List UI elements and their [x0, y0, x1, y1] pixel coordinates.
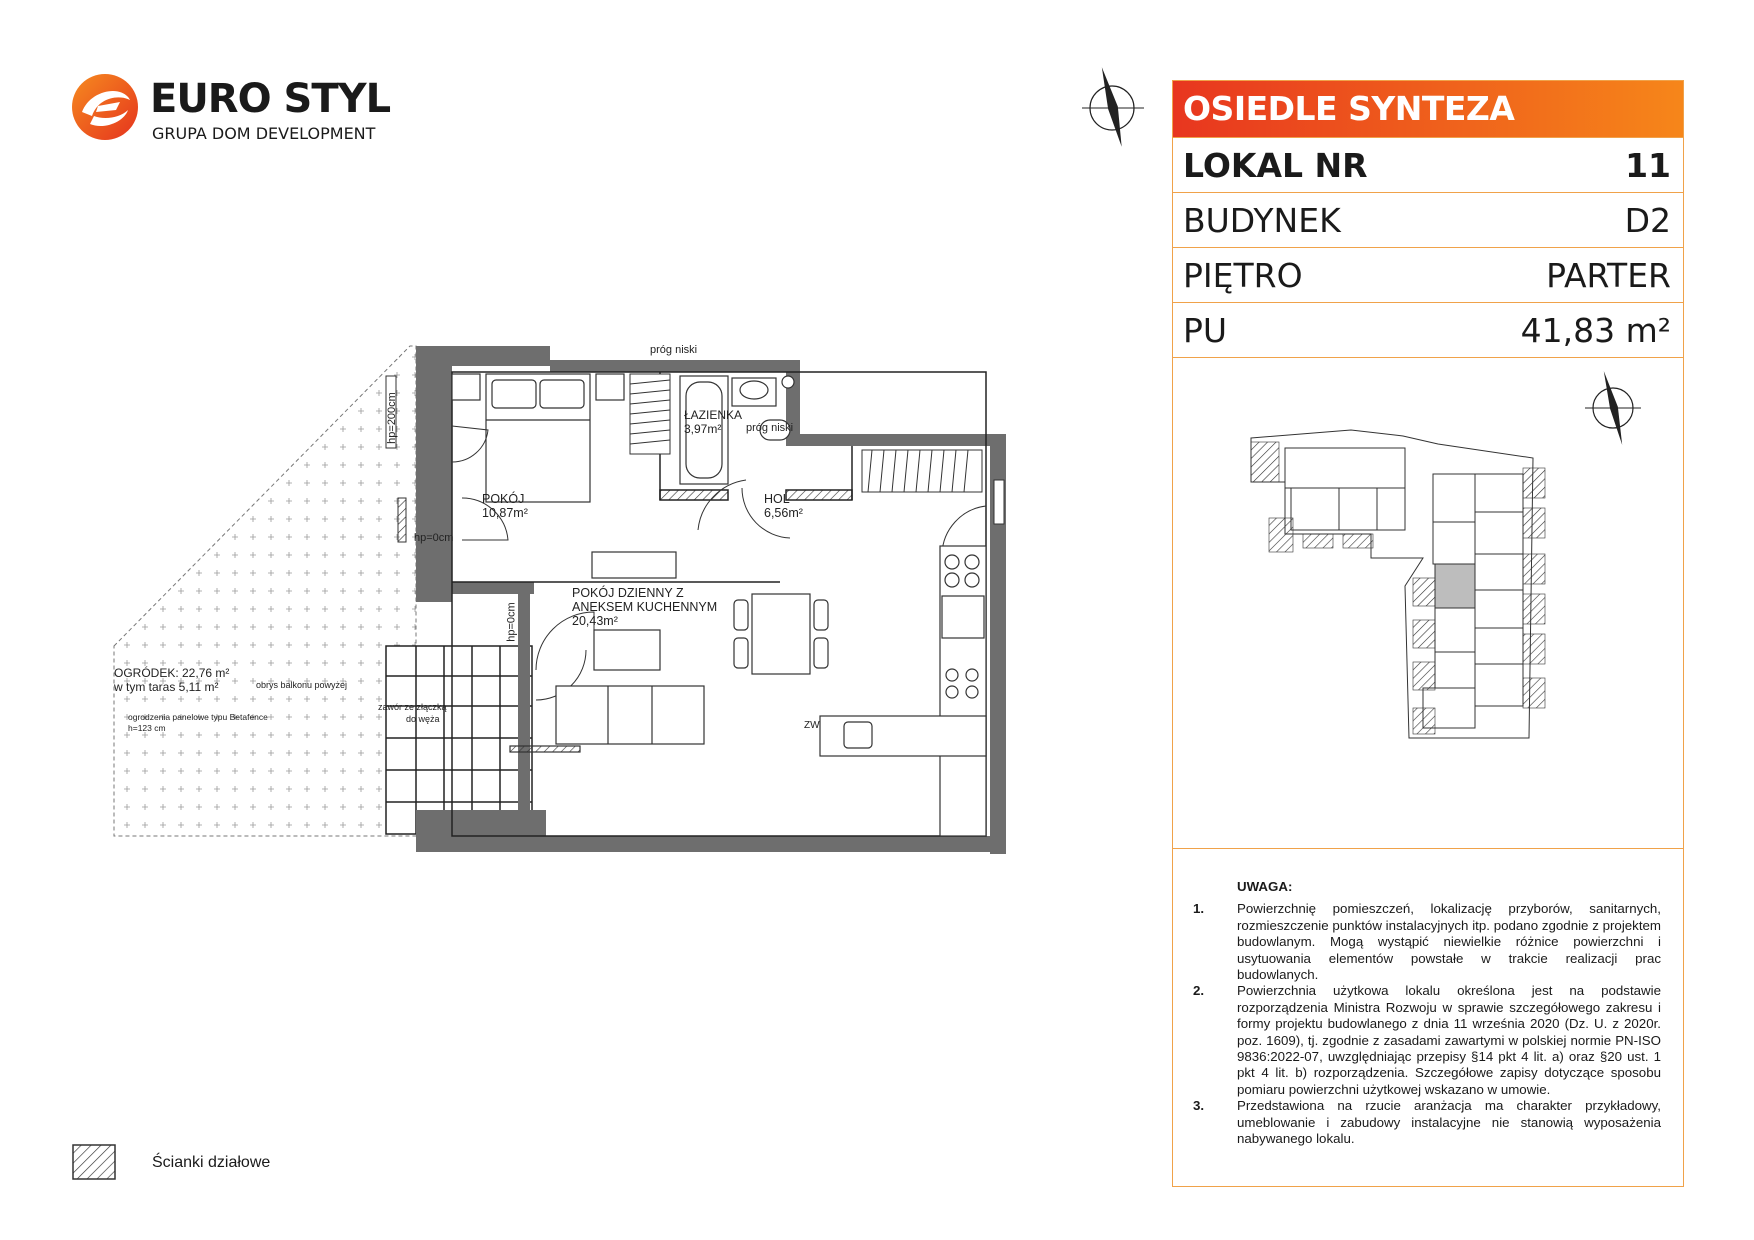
dining-set	[734, 594, 828, 674]
row-building	[1173, 192, 1683, 247]
notes	[1193, 879, 1661, 1148]
label-fence-line1: ogrodzenia panelowe typu Betafence	[128, 712, 268, 722]
hall-wardrobe	[862, 450, 982, 492]
row-unit-number-value: 11	[1625, 146, 1671, 185]
row-unit-number	[1173, 137, 1683, 192]
row-floor-value: PARTER	[1546, 256, 1671, 295]
label-bedroom-area: 10,87m²	[482, 506, 528, 520]
label-garden-line1: OGRÓDEK: 22,76 m²	[114, 666, 230, 680]
label-hall-area: 6,56m²	[764, 506, 803, 520]
bed	[452, 374, 624, 502]
logo-title: EURO STYL	[150, 76, 391, 122]
north-arrow-icon	[1078, 64, 1154, 150]
note-text: Powierzchnię pomieszczeń, lokalizację przyborów, sanitarnych, rozmieszczenie punktów instalacyjnych itp. podano zgodnie z projektem budowlanym. Mogą wystąpić niewielkie różnice powierzchni i usytuowania elementów powstałe w trakcie realizacji prac budowlanych.	[1237, 901, 1661, 983]
hatch-swatch-icon	[72, 1144, 116, 1180]
note-number: 1.	[1193, 901, 1205, 917]
note-item	[1193, 983, 1661, 1098]
label-living-line1: POKÓJ DZIENNY Z	[572, 586, 684, 600]
label-hp-200: hp=200cm	[385, 392, 398, 444]
site-map	[1173, 357, 1683, 849]
label-fence-line2: h=123 cm	[128, 723, 166, 733]
label-bedroom-name: POKÓJ	[482, 492, 525, 506]
wardrobe	[630, 374, 670, 454]
radiator	[398, 498, 406, 542]
label-prog-niski-2: próg niski	[746, 422, 794, 434]
row-floor-label: PIĘTRO	[1183, 256, 1303, 295]
estate-header	[1173, 81, 1683, 137]
label-hall-name: HOL	[764, 492, 790, 506]
label-hp-0-a: hp=0cm	[414, 532, 454, 544]
note-text: Powierzchnia użytkowa lokalu określona jest na podstawie rozporządzenia Ministra Rozwoju w sprawie szczegółowego zakresu i formy projektu budowlanego z dnia 11 września 2020 (Dz. U. z 2020r. poz. 1609), tj. zgodnie z zasadami zawartymi w polskiej normie PN-ISO 9836:2022-07, uwzględniając przepisy §14 pkt 4 lit. a) oraz §20 ust. 1 pkt 4 lit. b) rozporządzenia. Szczegółowe zapisy dotyczące sposobu pomiaru powierzchni użytkowej wskazano w umowie.	[1237, 983, 1661, 1097]
row-area-value: 41,83 m²	[1520, 311, 1671, 350]
estate-name: OSIEDLE SYNTEZA	[1183, 89, 1515, 128]
row-area	[1173, 302, 1683, 357]
garden-area	[114, 346, 416, 836]
note-number: 3.	[1193, 1098, 1205, 1114]
label-prog-niski-1: próg niski	[650, 344, 698, 356]
label-living-area: 20,43m²	[572, 614, 618, 628]
note-text: Przedstawiona na rzucie aranżacja ma charakter przykładowy, umeblowanie i zabudowy instalacyjne nie stanowią wyposażenia nabywanego lokalu.	[1237, 1098, 1661, 1147]
label-valve-line2: do węża	[406, 714, 440, 724]
row-building-label: BUDYNEK	[1183, 201, 1341, 240]
label-balcony-outline: obrys balkonu powyżej	[256, 680, 348, 690]
site-north-arrow-icon	[1585, 370, 1641, 446]
note-item	[1193, 1098, 1661, 1147]
kitchen	[820, 546, 986, 836]
label-bathroom-name: ŁAZIENKA	[684, 408, 743, 422]
label-garden-line2: w tym taras 5,11 m²	[114, 680, 219, 694]
brand-logo	[70, 72, 390, 152]
label-living-line2: ANEKSEM KUCHENNYM	[572, 600, 718, 614]
label-hp-0-b: hp=0cm	[505, 602, 518, 642]
note-number: 2.	[1193, 983, 1205, 999]
floor-plan	[100, 330, 1100, 890]
label-valve-line1: zawór ze złączką	[378, 702, 447, 712]
note-item	[1193, 901, 1661, 983]
notes-title: UWAGA:	[1237, 879, 1293, 894]
site-map-drawing	[1173, 358, 1681, 846]
row-floor	[1173, 247, 1683, 302]
logo-mark-icon	[70, 72, 140, 142]
row-area-label: PU	[1183, 311, 1228, 350]
legend-label: Ścianki działowe	[152, 1154, 271, 1171]
label-bathroom-area: 3,97m²	[684, 422, 722, 436]
label-zw: ZW	[804, 720, 820, 731]
info-panel	[1172, 80, 1684, 1187]
terrace-tiles	[386, 646, 532, 834]
row-unit-number-label: LOKAL NR	[1183, 146, 1368, 185]
row-building-value: D2	[1624, 201, 1671, 240]
logo-subtitle: GRUPA DOM DEVELOPMENT	[152, 124, 376, 143]
